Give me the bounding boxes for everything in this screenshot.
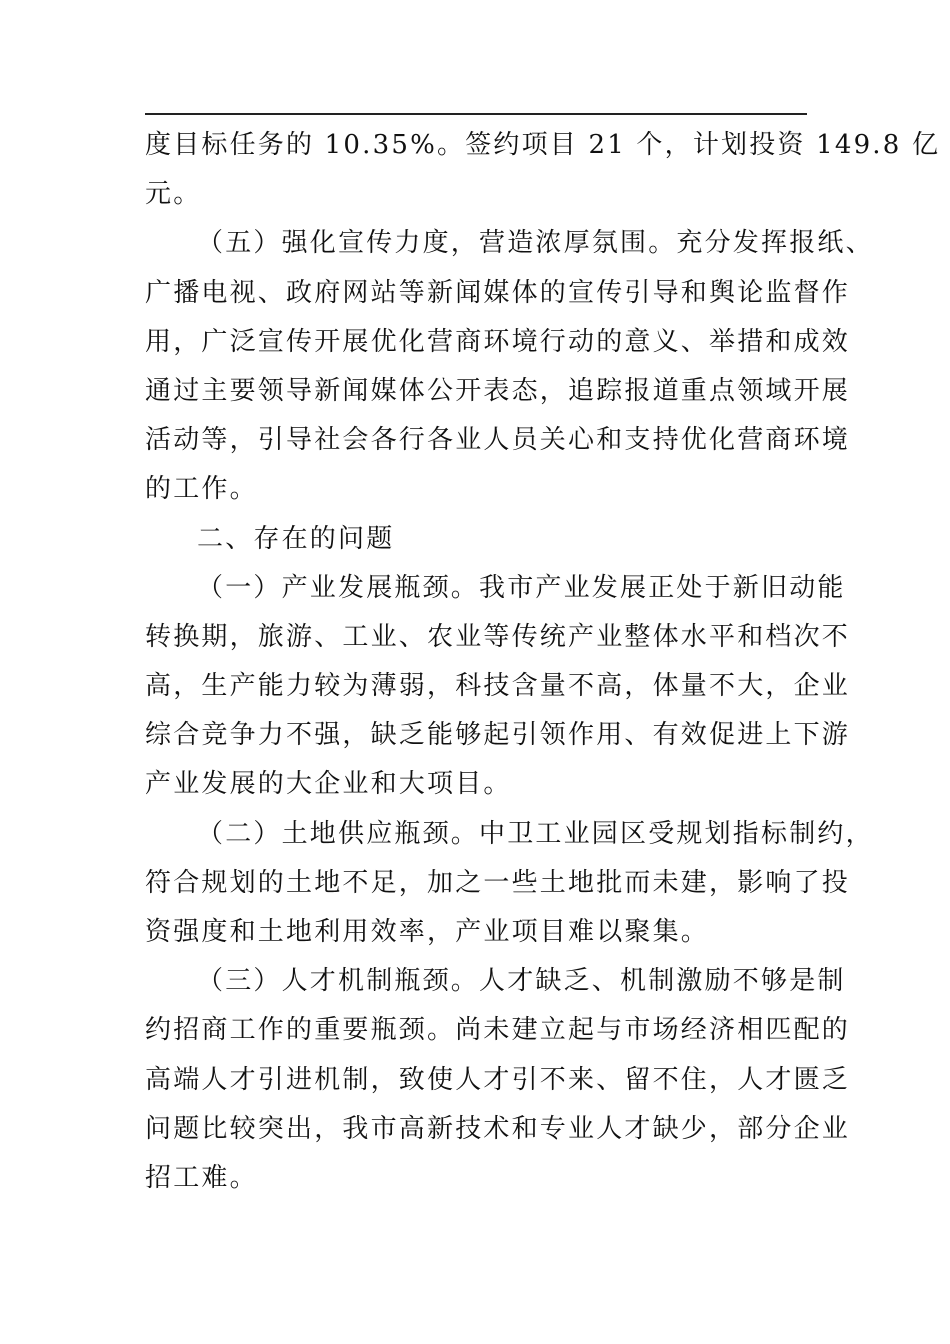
paragraph-line: 问题比较突出，我市高新技术和专业人才缺少，部分企业	[145, 1113, 851, 1144]
paragraph-line: 活动等，引导社会各行各业人员关心和支持优化营商环境	[145, 425, 851, 456]
paragraph-line: 度目标任务的 10.35%。签约项目 21 个，计划投资 149.8 亿	[145, 130, 941, 160]
header-rule	[145, 113, 807, 115]
paragraph-line: 高，生产能力较为薄弱，科技含量不高，体量不大，企业	[145, 671, 851, 702]
paragraph-line: 广播电视、政府网站等新闻媒体的宣传引导和舆论监督作	[145, 277, 851, 308]
document-body	[145, 121, 941, 1203]
paragraph-line: 元。	[145, 179, 202, 210]
paragraph-line: 高端人才引进机制，致使人才引不来、留不住，人才匮乏	[145, 1064, 851, 1095]
paragraph-line: 用，广泛宣传开展优化营商环境行动的意义、举措和成效	[145, 326, 851, 357]
paragraph-line: （一）产业发展瓶颈。我市产业发展正处于新旧动能	[197, 572, 846, 603]
section-heading: 二、存在的问题	[197, 523, 395, 554]
paragraph-line: （三）人才机制瓶颈。人才缺乏、机制激励不够是制	[197, 966, 846, 997]
paragraph-line: 综合竞争力不强，缺乏能够起引领作用、有效促进上下游	[145, 720, 851, 751]
paragraph-line: 通过主要领导新闻媒体公开表态，追踪报道重点领域开展	[145, 375, 851, 406]
paragraph-line: （五）强化宣传力度，营造浓厚氛围。充分发挥报纸、	[197, 228, 874, 259]
paragraph-line: 转换期，旅游、工业、农业等传统产业整体水平和档次不	[145, 621, 851, 652]
paragraph-line: （二）土地供应瓶颈。中卫工业园区受规划指标制约，	[197, 818, 874, 849]
paragraph-line: 约招商工作的重要瓶颈。尚未建立起与市场经济相匹配的	[145, 1015, 851, 1046]
paragraph-line: 产业发展的大企业和大项目。	[145, 769, 512, 800]
paragraph-line: 招工难。	[145, 1162, 258, 1193]
paragraph-line: 资强度和土地利用效率，产业项目难以聚集。	[145, 917, 710, 947]
paragraph-line: 的工作。	[145, 474, 258, 505]
paragraph-line: 符合规划的土地不足，加之一些土地批而未建，影响了投	[145, 867, 851, 898]
